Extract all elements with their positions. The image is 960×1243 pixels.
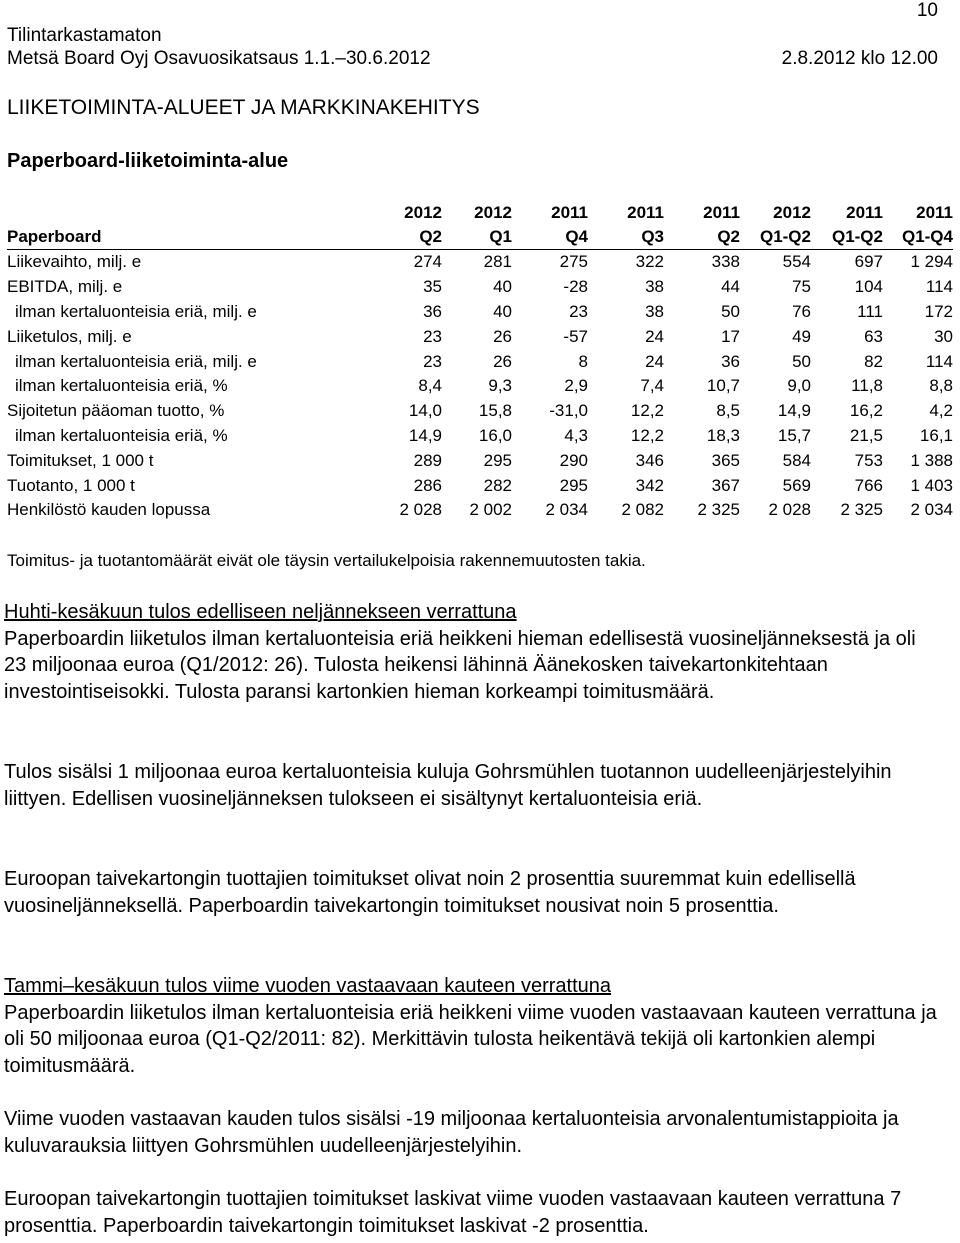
table-note: Toimitus- ja tuotantomäärät eivät ole täysin vertailukelpoisia rakennemuutosten takia. (7, 551, 646, 570)
table-cell: 17 (721, 326, 740, 346)
table-cell: 44 (721, 277, 740, 297)
table-cell: 286 (413, 475, 442, 495)
row-label: Liiketulos, milj. e (7, 326, 132, 346)
table-cell: 16,0 (478, 425, 512, 445)
paragraph: Paperboardin liiketulos ilman kertaluonteisia eriä heikkeni viime vuoden vastaavaan kauteen verrattuna ja oli 50 miljoonaa euroa (Q1-Q2/2011: 82). Merkittävin tulosta heikentävä tekijä oli kartonkien alempi toimitusmäärä. (4, 1001, 937, 1077)
table-cell: 322 (635, 252, 664, 272)
table-cell: 14,9 (777, 401, 811, 421)
table-cell: 8,8 (929, 376, 953, 396)
paragraph-block (4, 1106, 939, 1159)
table-cell: 50 (721, 301, 740, 321)
table-cell: 104 (854, 277, 883, 297)
table-cell: 367 (711, 475, 740, 495)
row-label: Tuotanto, 1 000 t (7, 475, 135, 495)
table-cell: 50 (792, 351, 811, 371)
table-cell: 7,4 (640, 376, 664, 396)
header-cell: Q1-Q2 (811, 225, 883, 250)
table-cell: 1 403 (910, 475, 953, 495)
table-cell: 295 (559, 475, 588, 495)
table-cell: 8,4 (418, 376, 442, 396)
table-cell: 2 028 (768, 500, 811, 520)
table-cell: 26 (493, 326, 512, 346)
header-cell: Q1-Q4 (883, 225, 953, 250)
table-cell: 63 (864, 326, 883, 346)
header-cell: Q3 (588, 225, 664, 250)
table-cell: 365 (711, 450, 740, 470)
table-cell: 82 (864, 351, 883, 371)
table-cell: 281 (483, 252, 512, 272)
table-row (7, 349, 953, 374)
table-cell: 584 (782, 450, 811, 470)
row-label: ilman kertaluonteisia eriä, milj. e (15, 301, 257, 321)
table-cell: 16,2 (849, 401, 883, 421)
table-cell: 15,7 (777, 425, 811, 445)
subsection-title: Paperboard-liiketoiminta-alue (7, 150, 289, 172)
header-cell: Q4 (512, 225, 588, 250)
header-cell: 2011 (627, 203, 664, 222)
section-title: LIIKETOIMINTA-ALUEET JA MARKKINAKEHITYS (7, 96, 480, 119)
table-cell: 12,2 (630, 401, 664, 421)
table-cell: 2 034 (545, 500, 588, 520)
table-cell: 2 028 (399, 500, 442, 520)
header-cell: Q1 (442, 225, 512, 250)
table-cell: 49 (792, 326, 811, 346)
header-label-cell (7, 201, 376, 225)
table-cell: -57 (563, 326, 588, 346)
table-cell: 10,7 (706, 376, 740, 396)
table-cell: 15,8 (478, 401, 512, 421)
table-cell: 21,5 (849, 425, 883, 445)
row-label: Liikevaihto, milj. e (7, 252, 142, 272)
table-cell: 40 (493, 277, 512, 297)
header-cell: 2011 (846, 203, 883, 222)
table-cell: 12,2 (630, 425, 664, 445)
table-cell: 697 (854, 252, 883, 272)
table-cell: 18,3 (706, 425, 740, 445)
heading-q2-vs-q1: Huhti-kesäkuun tulos edelliseen neljännekseen verrattuna (4, 601, 517, 623)
table-cell: 2,9 (564, 376, 588, 396)
heading-h1-vs-prev-year: Tammi–kesäkuun tulos viime vuoden vastaavaan kauteen verrattuna (4, 975, 612, 997)
paragraph-block (4, 759, 939, 812)
table-cell: 40 (493, 301, 512, 321)
table-row (7, 498, 953, 523)
table-cell: 30 (934, 326, 953, 346)
table-row (7, 473, 953, 498)
table-row (7, 399, 953, 424)
table-cell: 23 (569, 301, 588, 321)
table-cell: 346 (635, 450, 664, 470)
table-cell: 8,5 (716, 401, 740, 421)
paragraph: Viime vuoden vastaavan kauden tulos sisälsi -19 miljoonaa kertaluonteisia arvonalentumistappioita ja kuluvarauksia liittyen Gohrsmühlen uudelleenjärjestelyihin. (4, 1108, 899, 1157)
table-cell: 23 (423, 351, 442, 371)
table-cell: 2 082 (621, 500, 664, 520)
paragraph: Euroopan taivekartongin tuottajien toimitukset olivat noin 2 prosenttia suuremmat kuin edellisellä vuosineljänneksellä. Paperboardin taivekartongin toimitukset nousivat noin 5 prosenttia. (4, 868, 856, 917)
header-cell: 2012 (773, 203, 811, 222)
header-cell: 2012 (404, 203, 442, 222)
table-cell: 16,1 (919, 425, 953, 445)
table-cell: 35 (423, 277, 442, 297)
table-cell: 2 325 (697, 500, 740, 520)
table-cell: 114 (925, 277, 953, 297)
paragraph: Tulos sisälsi 1 miljoonaa euroa kertaluonteisia kuluja Gohrsmühlen tuotannon uudelleenjärjestelyihin liittyen. Edellisen vuosineljänneksen tulokseen ei sisältynyt kertaluonteisia eriä. (4, 761, 892, 810)
table-cell: -28 (563, 277, 588, 297)
report-title: Metsä Board Oyj Osavuosikatsaus 1.1.–30.6.2012 (7, 48, 431, 69)
table-cell: 295 (483, 450, 512, 470)
row-label: Sijoitetun pääoman tuotto, % (7, 401, 225, 421)
table-cell: 274 (413, 252, 442, 272)
report-date: 2.8.2012 klo 12.00 (781, 48, 938, 69)
table-cell: 554 (782, 252, 811, 272)
table-row (7, 275, 953, 300)
table-cell: 342 (635, 475, 664, 495)
table-cell: 2 325 (840, 500, 883, 520)
paragraph: Euroopan taivekartongin tuottajien toimitukset laskivat viime vuoden vastaavaan kauteen verrattuna 7 prosenttia. Paperboardin taivekartongin toimitukset laskivat -2 prosenttia. (4, 1188, 902, 1237)
table-cell: 2 002 (469, 500, 512, 520)
table-cell: 23 (423, 326, 442, 346)
row-label: Toimitukset, 1 000 t (7, 450, 154, 470)
page-number: 10 (916, 0, 938, 21)
table-row (7, 424, 953, 449)
row-label: ilman kertaluonteisia eriä, % (15, 376, 228, 396)
table-header (7, 201, 953, 250)
table-cell: 76 (792, 301, 811, 321)
header-cell: 2012 (474, 203, 512, 222)
table-row (7, 300, 953, 325)
table-cell: 8 (578, 351, 588, 371)
table-cell: 338 (711, 252, 740, 272)
row-label: ilman kertaluonteisia eriä, % (15, 425, 228, 445)
table-cell: 11,8 (851, 376, 883, 396)
table-cell: 2 034 (910, 500, 953, 520)
table-cell: 289 (413, 450, 442, 470)
table-cell: 753 (854, 450, 883, 470)
table-cell: 1 294 (910, 252, 953, 272)
table-cell: 14,0 (408, 401, 442, 421)
row-label: ilman kertaluonteisia eriä, milj. e (15, 351, 257, 371)
table-cell: 38 (645, 277, 664, 297)
table-cell: 4,2 (929, 401, 953, 421)
header-cell: 2011 (551, 203, 588, 222)
section-h1-vs-prev-year (4, 973, 939, 1079)
table-row (7, 324, 953, 349)
section-q2-vs-q1 (4, 599, 939, 705)
header-row-years (7, 201, 953, 225)
paragraph-block (4, 1186, 939, 1239)
table-row (7, 448, 953, 473)
header-cell: 2011 (703, 203, 740, 222)
table-cell: 38 (645, 301, 664, 321)
report-status: Tilintarkastamaton (7, 25, 162, 46)
table-cell: 1 388 (910, 450, 953, 470)
header-cell: Q1-Q2 (740, 225, 811, 250)
table-cell: 114 (925, 351, 953, 371)
table-cell: 290 (559, 450, 588, 470)
header-cell: 2011 (916, 203, 953, 222)
table-cell: 766 (854, 475, 883, 495)
table-cell: 36 (721, 351, 740, 371)
header-label-cell: Paperboard (7, 225, 376, 250)
header-cell: Q2 (664, 225, 740, 250)
table-cell: 172 (924, 301, 953, 321)
table-cell: 24 (645, 326, 664, 346)
table-cell: 111 (857, 301, 883, 321)
paragraph-block (4, 866, 939, 919)
table-cell: 9,3 (488, 376, 512, 396)
table-row (7, 250, 953, 275)
table-cell: 9,0 (787, 376, 811, 396)
row-label: Henkilöstö kauden lopussa (7, 500, 211, 520)
table-cell: 75 (792, 277, 811, 297)
header-row-periods (7, 225, 953, 250)
table-cell: 275 (559, 252, 588, 272)
report-header (7, 48, 938, 70)
table-cell: 569 (782, 475, 811, 495)
paperboard-table (7, 201, 953, 523)
row-label: EBITDA, milj. e (7, 277, 123, 297)
table-cell: 36 (423, 301, 442, 321)
table-cell: -31,0 (549, 401, 588, 421)
table-cell: 4,3 (564, 425, 588, 445)
table-cell: 24 (645, 351, 664, 371)
table-cell: 282 (483, 475, 512, 495)
table-row (7, 374, 953, 399)
table-cell: 26 (493, 351, 512, 371)
table-body (7, 250, 953, 523)
table-cell: 14,9 (408, 425, 442, 445)
header-cell: Q2 (376, 225, 442, 250)
paragraph: Paperboardin liiketulos ilman kertaluonteisia eriä heikkeni hieman edellisestä vuosineljänneksestä ja oli 23 miljoonaa euroa (Q1/2012: 26). Tulosta heikensi lähinnä Äänekosken taivekartonkitehtaan investointiseisokki. Tulosta paransi kartonkien hieman korkeampi toimitusmäärä. (4, 627, 916, 703)
